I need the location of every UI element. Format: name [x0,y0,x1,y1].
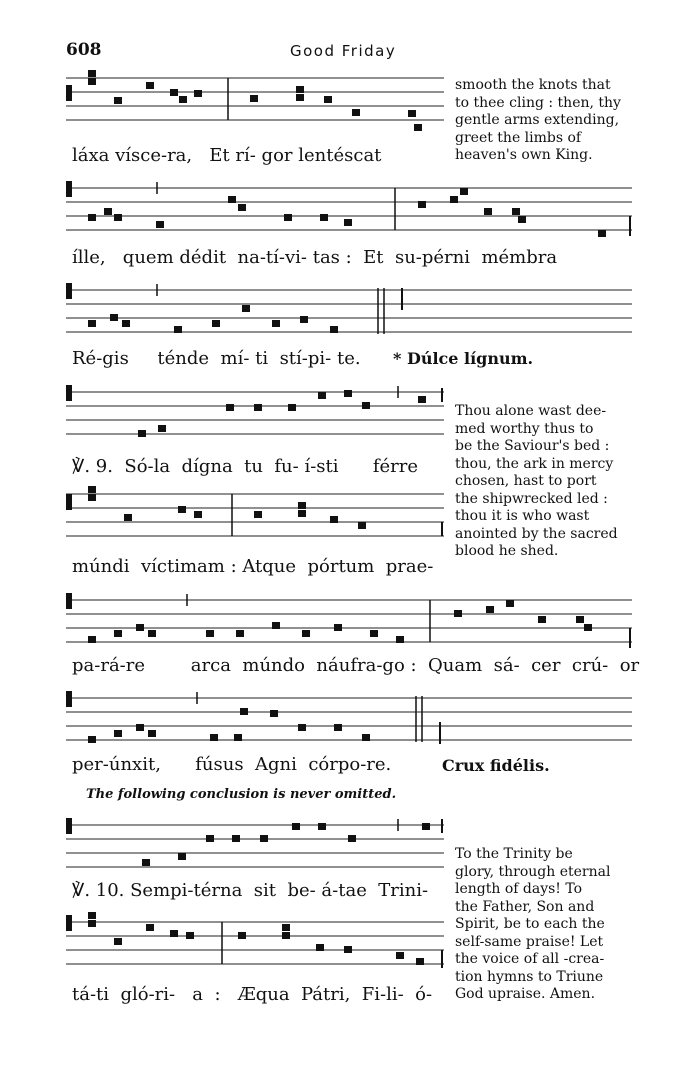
translation-line: thou it is who wast [455,508,590,524]
translation-block-2 [455,403,633,561]
translation-line: greet the limbs of [455,129,582,146]
translation-line: to thee cling : then, thy [455,94,621,111]
translation-block-3 [455,846,633,1004]
lyric-line-5: múndi víctimam : Atque pórtum prae- [72,556,434,577]
translation-line: blood he shed. [455,543,559,559]
translation-line: heaven's own King. [455,147,593,163]
translation-line: med worthy thus to [455,420,594,437]
music-staff-1 [66,68,446,130]
music-staff-4 [66,382,446,444]
page-number: 608 [66,40,102,60]
translation-line: Thou alone wast dee- [455,403,607,419]
music-staff-9 [66,912,446,974]
translation-line: self-same praise! Let [455,933,604,950]
translation-line: God upraise. Amen. [455,986,596,1002]
translation-line: smooth the knots that [455,77,611,93]
translation-line: Spirit, be to each the [455,916,605,932]
lyric-line-1: láxa vísce-ra, Et rí- gor lentéscat [72,145,382,166]
music-staff-3 [66,280,636,342]
music-staff-8 [66,815,446,877]
lyric-line-7: per-únxit, fúsus Agni córpo-re. [72,754,392,775]
lyric-line-2: ílle, quem dédit na-tí-vi- tas : Et su-pérni mémbra [72,247,558,268]
translation-line: tion hymns to Triune [455,968,604,985]
translation-line: thou, the ark in mercy [455,455,614,472]
translation-line: gentle arms extending, [455,112,620,128]
music-staff-2 [66,178,636,240]
running-title: Good Friday [290,42,397,60]
lyric-line-8: ℣. 10. Sempi-térna sit be- á-tae Trini- [72,880,429,901]
translation-line: the Father, Son and [455,898,595,915]
translation-line: length of days! To [455,881,583,897]
music-staff-5 [66,484,446,546]
lyric-line-9: tá-ti gló-ri- a : Æqua Pátri, Fi-li- ó- [72,984,433,1005]
music-staff-6 [66,590,636,652]
rubric-note: The following conclusion is never omitted. [86,787,397,802]
incipit-dulce-lignum: * Dúlce lígnum. [393,349,534,368]
lyric-line-6: pa-rá-re arca múndo náufra-go : Quam sá- cer crú- or [72,655,640,676]
translation-line: To the Trinity be [455,846,573,862]
lyric-line-3: Ré-gis ténde mí- ti stí-pi- te. [72,348,361,369]
translation-line: glory, through eternal [455,863,611,880]
lyric-line-4: ℣. 9. Só-la dígna tu fu- í-sti férre [72,456,419,477]
translation-line: the shipwrecked led : [455,490,608,507]
translation-line: chosen, hast to port [455,473,597,489]
translation-line: the voice of all -crea- [455,951,605,967]
music-staff-7 [66,688,636,750]
translation-line: be the Saviour's bed : [455,438,610,454]
translation-block-1 [455,77,633,165]
incipit-crux-fidelis: Crux fidélis. [442,756,550,775]
translation-line: anointed by the sacred [455,525,618,542]
